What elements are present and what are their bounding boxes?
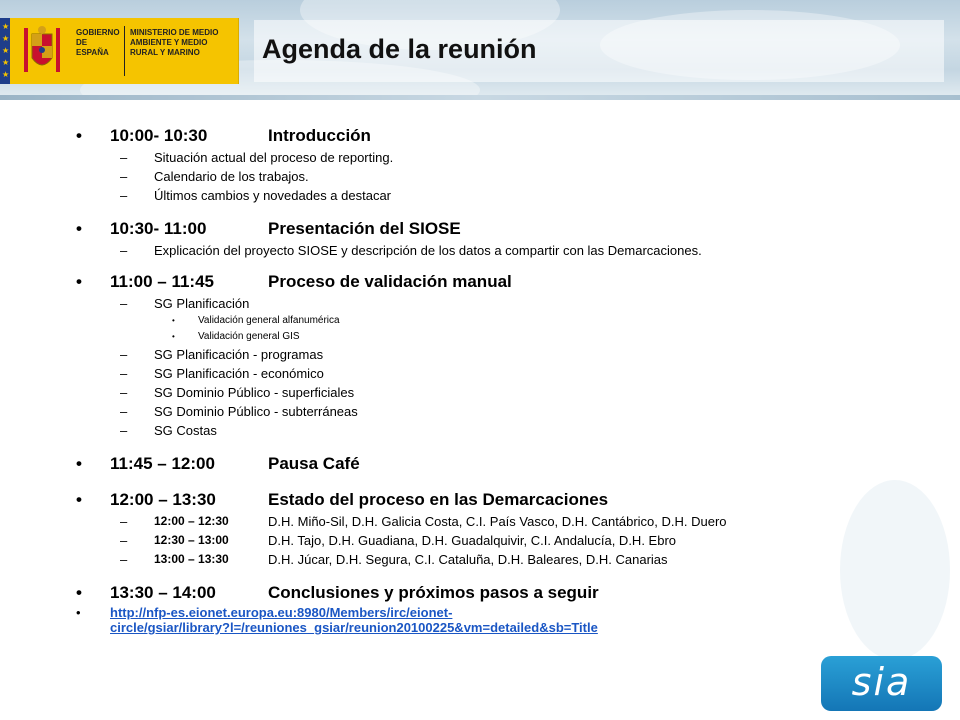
agenda-time: 11:00 – 11:45 — [110, 272, 214, 291]
agenda-list — [76, 124, 936, 639]
agenda-subitem: – Situación actual del proceso de reporting. — [120, 150, 394, 165]
header-divider — [0, 95, 960, 100]
agenda-item — [76, 581, 936, 605]
logo-divider — [124, 26, 125, 76]
agenda-subsubitem: • Validación general GIS — [172, 331, 300, 342]
agenda-subitem: – SG Costas — [120, 423, 217, 438]
agenda-item — [76, 270, 936, 294]
agenda-slot: – 13:00 – 13:30 D.H. Júcar, D.H. Segura, C.I. Cataluña, D.H. Baleares, D.H. Canarias — [120, 552, 668, 567]
bullet: • — [76, 605, 81, 620]
agenda-label: Conclusiones y próximos pasos a seguir — [268, 583, 599, 602]
agenda-slot: – 12:30 – 13:00 D.H. Tajo, D.H. Guadiana, D.H. Guadalquivir, C.I. Andalucía, D.H. Ebro — [120, 533, 677, 548]
agenda-item — [76, 217, 936, 241]
ministry-label: MINISTERIO DE MEDIO AMBIENTE Y MEDIO RURAL Y MARINO — [130, 28, 219, 57]
agenda-item — [76, 452, 936, 476]
slot-text: D.H. Miño-Sil, D.H. Galicia Costa, C.I. País Vasco, D.H. Cantábrico, D.H. Duero — [268, 514, 727, 529]
agenda-subitem: – Calendario de los trabajos. — [120, 169, 309, 184]
agenda-label: Introducción — [268, 126, 371, 145]
agenda-label: Proceso de validación manual — [268, 272, 512, 291]
slot-text: D.H. Tajo, D.H. Guadiana, D.H. Guadalquivir, C.I. Andalucía, D.H. Ebro — [268, 533, 677, 548]
sia-logo — [821, 656, 942, 711]
agenda-time: 11:45 – 12:00 — [110, 454, 215, 473]
agenda-time: 13:30 – 14:00 — [110, 583, 216, 602]
coat-of-arms-icon — [18, 24, 66, 78]
agenda-label: Estado del proceso en las Demarcaciones — [268, 490, 609, 509]
link-item — [76, 605, 936, 639]
slot-time: 12:00 – 12:30 — [154, 514, 229, 528]
agenda-item — [76, 488, 936, 512]
bullet: • — [76, 272, 82, 291]
bullet: • — [76, 454, 82, 473]
agenda-subitem: – SG Dominio Público - superficiales — [120, 385, 355, 400]
eu-flag-strip: ★ ★ ★ ★ ★ — [0, 18, 10, 84]
sia-logo-text: sia — [851, 660, 912, 704]
agenda-subitem: – SG Planificación - económico — [120, 366, 324, 381]
government-label: GOBIERNO DE ESPAÑA — [76, 28, 120, 57]
bullet: • — [76, 219, 82, 238]
agenda-label: Pausa Café — [268, 454, 360, 473]
bullet: • — [76, 583, 82, 602]
agenda-time: 10:30- 11:00 — [110, 219, 207, 238]
agenda-subitem: – SG Planificación - programas — [120, 347, 324, 362]
slot-time: 12:30 – 13:00 — [154, 533, 229, 547]
agenda-subitem: – Últimos cambios y novedades a destacar — [120, 188, 392, 203]
agenda-item — [76, 124, 936, 148]
agenda-subsubitem: • Validación general alfanumérica — [172, 315, 340, 326]
bullet: • — [76, 490, 82, 509]
library-link[interactable]: http://nfp-es.eionet.europa.eu:8980/Members/irc/eionet- circle/gsiar/library?l=/reuniones_gsiar/reunion20100225&vm=detailed&sb=Title — [110, 605, 598, 635]
slot-text: D.H. Júcar, D.H. Segura, C.I. Cataluña, D.H. Baleares, D.H. Canarias — [268, 552, 668, 567]
agenda-time: 10:00- 10:30 — [110, 126, 208, 145]
agenda-subitem: – Explicación del proyecto SIOSE y descripción de los datos a compartir con las Demarcaciones. — [120, 243, 702, 258]
agenda-time: 12:00 – 13:30 — [110, 490, 216, 509]
agenda-label: Presentación del SIOSE — [268, 219, 461, 238]
bullet: • — [76, 126, 82, 145]
government-logo — [0, 18, 239, 84]
page-title: Agenda de la reunión — [262, 34, 537, 64]
agenda-subitem: – SG Planificación — [120, 296, 250, 311]
agenda-subitem: – SG Dominio Público - subterráneas — [120, 404, 358, 419]
agenda-slot: – 12:00 – 12:30 D.H. Miño-Sil, D.H. Galicia Costa, C.I. País Vasco, D.H. Cantábrico, D.H. Duero — [120, 514, 727, 529]
slot-time: 13:00 – 13:30 — [154, 552, 229, 566]
